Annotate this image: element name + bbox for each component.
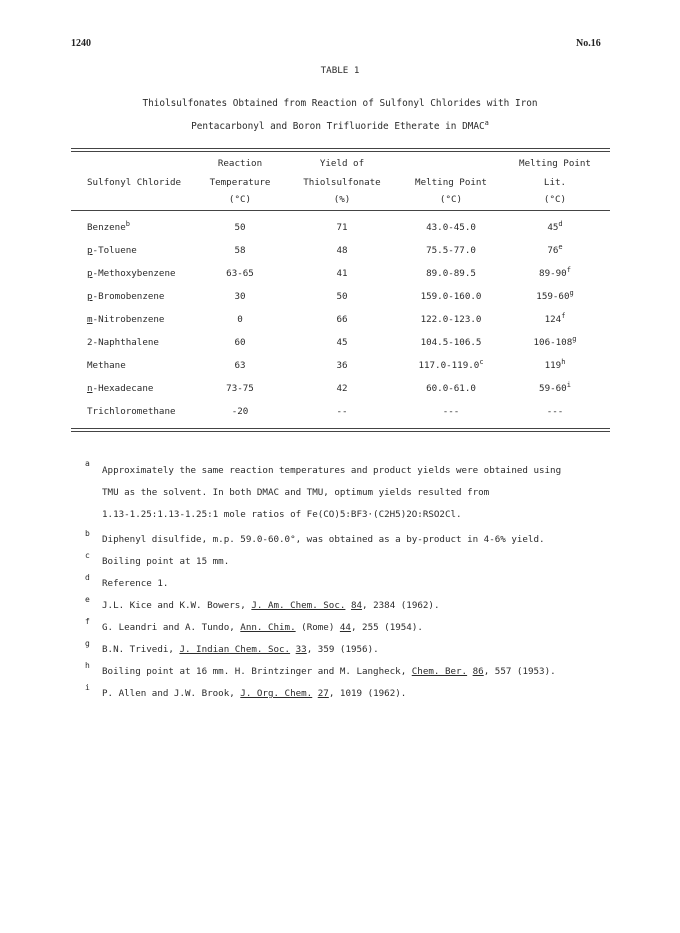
footnote-mark-a: a bbox=[85, 459, 90, 468]
footnote-a-line3: 1.13-1.25:1.13-1.25:1 mole ratios of Fe(CO)5:BF3·(C2H5)2O:RSO2Cl. bbox=[102, 509, 462, 520]
row-yield: -- bbox=[336, 406, 348, 417]
row-sulfonyl-chloride: p-Bromobenzene bbox=[87, 291, 165, 302]
row-temperature: 63 bbox=[234, 360, 246, 371]
row-melting-point-lit: 159-60$^g$ bbox=[536, 288, 574, 302]
row-melting-point: 60.0-61.0 bbox=[426, 383, 476, 394]
row-yield: 36 bbox=[336, 360, 348, 371]
row-sulfonyl-chloride: p-Toluene bbox=[87, 245, 137, 256]
row-melting-point: 104.5-106.5 bbox=[420, 337, 482, 348]
row-melting-point: 159.0-160.0 bbox=[420, 291, 482, 302]
table-top-rule-2 bbox=[71, 151, 610, 152]
row-melting-point: --- bbox=[442, 406, 460, 417]
table-bottom-rule-2 bbox=[71, 431, 610, 432]
table-top-rule bbox=[71, 148, 610, 149]
col-header-lit-unit: (°C) bbox=[543, 194, 567, 205]
table-header-rule bbox=[71, 210, 610, 211]
col-header-melting-point: Melting Point bbox=[415, 177, 487, 188]
col-header-yield-unit: (%) bbox=[333, 194, 351, 205]
footnote-mark-d: d bbox=[85, 573, 90, 582]
footnote-a-line2: TMU as the solvent. In both DMAC and TMU, optimum yields resulted from bbox=[102, 487, 490, 498]
row-yield: 66 bbox=[336, 314, 348, 325]
row-temperature: 60 bbox=[234, 337, 246, 348]
row-temperature: 58 bbox=[234, 245, 246, 256]
row-melting-point-lit: 76e bbox=[547, 242, 563, 256]
footnote-e: J.L. Kice and K.W. Bowers, J. Am. Chem. Soc. 84, 2384 (1962). bbox=[102, 600, 440, 611]
row-yield: 42 bbox=[336, 383, 348, 394]
row-melting-point-lit: 89-90$^f$ bbox=[539, 265, 571, 279]
col-header-lit: Lit. bbox=[543, 177, 567, 188]
table-title-line1: Thiolsulfonates Obtained from Reaction of Sulfonyl Chlorides with Iron bbox=[142, 98, 538, 109]
footnote-mark-b: b bbox=[85, 529, 90, 538]
page-number: 1240 bbox=[71, 38, 91, 49]
row-yield: 45 bbox=[336, 337, 348, 348]
col-header-thiolsulfonate: Thiolsulfonate bbox=[303, 177, 381, 188]
row-melting-point-lit: 59-60$^i$ bbox=[539, 380, 571, 394]
footnote-b: Diphenyl disulfide, m.p. 59.0-60.0°, was obtained as a by-product in 4-6% yield. bbox=[102, 534, 545, 545]
footnote-mark-i: i bbox=[85, 683, 90, 692]
footnote-mark-c: c bbox=[85, 551, 90, 560]
row-melting-point-lit: 119$^h$ bbox=[544, 357, 566, 371]
row-yield: 41 bbox=[336, 268, 348, 279]
row-sulfonyl-chloride: 2-Naphthalene bbox=[87, 337, 159, 348]
row-sulfonyl-chloride: n-Hexadecane bbox=[87, 383, 154, 394]
col-header-sulfonyl-chloride: Sulfonyl Chloride bbox=[87, 177, 182, 188]
row-sulfonyl-chloride: Trichloromethane bbox=[87, 406, 176, 417]
table-bottom-rule bbox=[71, 428, 610, 429]
row-melting-point: 122.0-123.0 bbox=[420, 314, 482, 325]
row-temperature: 50 bbox=[234, 222, 246, 233]
footnote-g: B.N. Trivedi, J. Indian Chem. Soc. 33, 359 (1956). bbox=[102, 644, 379, 655]
footnote-mark-g: g bbox=[85, 639, 90, 648]
footnote-i: P. Allen and J.W. Brook, J. Org. Chem. 27, 1019 (1962). bbox=[102, 688, 407, 699]
row-yield: 50 bbox=[336, 291, 348, 302]
row-sulfonyl-chloride: p-Methoxybenzene bbox=[87, 268, 176, 279]
table-label: TABLE 1 bbox=[320, 65, 360, 76]
col-header-yield-of: Yield of bbox=[319, 158, 365, 169]
row-melting-point: 89.0-89.5 bbox=[426, 268, 476, 279]
table-title-line2: Pentacarbonyl and Boron Trifluoride Etherate in DMAC$^a$ bbox=[191, 118, 489, 132]
row-melting-point: 117.0-119.0$^c$ bbox=[418, 357, 484, 371]
footnote-h: Boiling point at 16 mm. H. Brintzinger and M. Langheck, Chem. Ber. 86, 557 (1953). bbox=[102, 666, 556, 677]
row-temperature: 0 bbox=[237, 314, 243, 325]
row-melting-point-lit: --- bbox=[546, 406, 564, 417]
footnote-d: Reference 1. bbox=[102, 578, 169, 589]
col-header-melting-point-lit: Melting Point bbox=[519, 158, 591, 169]
row-temperature: 63-65 bbox=[226, 268, 254, 279]
footnote-mark-f: f bbox=[85, 617, 90, 626]
row-melting-point: 75.5-77.0 bbox=[426, 245, 476, 256]
col-header-temp-unit: (°C) bbox=[228, 194, 252, 205]
row-melting-point-lit: 45$^d$ bbox=[547, 219, 563, 233]
col-header-temperature: Temperature bbox=[209, 177, 271, 188]
col-header-reaction: Reaction bbox=[217, 158, 263, 169]
footnote-mark-e: e bbox=[85, 595, 90, 604]
row-sulfonyl-chloride: Benzene$^b$ bbox=[87, 219, 130, 233]
footnote-c: Boiling point at 15 mm. bbox=[102, 556, 230, 567]
footnote-mark-h: h bbox=[85, 661, 90, 670]
row-melting-point: 43.0-45.0 bbox=[426, 222, 476, 233]
footnote-a-line1: Approximately the same reaction temperatures and product yields were obtained using bbox=[102, 465, 562, 476]
issue-number: No.16 bbox=[576, 38, 601, 49]
row-melting-point-lit: 124$^f$ bbox=[544, 311, 566, 325]
row-temperature: 73-75 bbox=[226, 383, 254, 394]
footnote-f: G. Leandri and A. Tundo, Ann. Chim. (Rome) 44, 255 (1954). bbox=[102, 622, 423, 633]
row-yield: 71 bbox=[336, 222, 348, 233]
row-sulfonyl-chloride: m-Nitrobenzene bbox=[87, 314, 165, 325]
row-yield: 48 bbox=[336, 245, 348, 256]
row-melting-point-lit: 106-108$^g$ bbox=[533, 334, 577, 348]
row-temperature: -20 bbox=[231, 406, 249, 417]
row-sulfonyl-chloride: Methane bbox=[87, 360, 126, 371]
col-header-mp-unit: (°C) bbox=[439, 194, 463, 205]
row-temperature: 30 bbox=[234, 291, 246, 302]
